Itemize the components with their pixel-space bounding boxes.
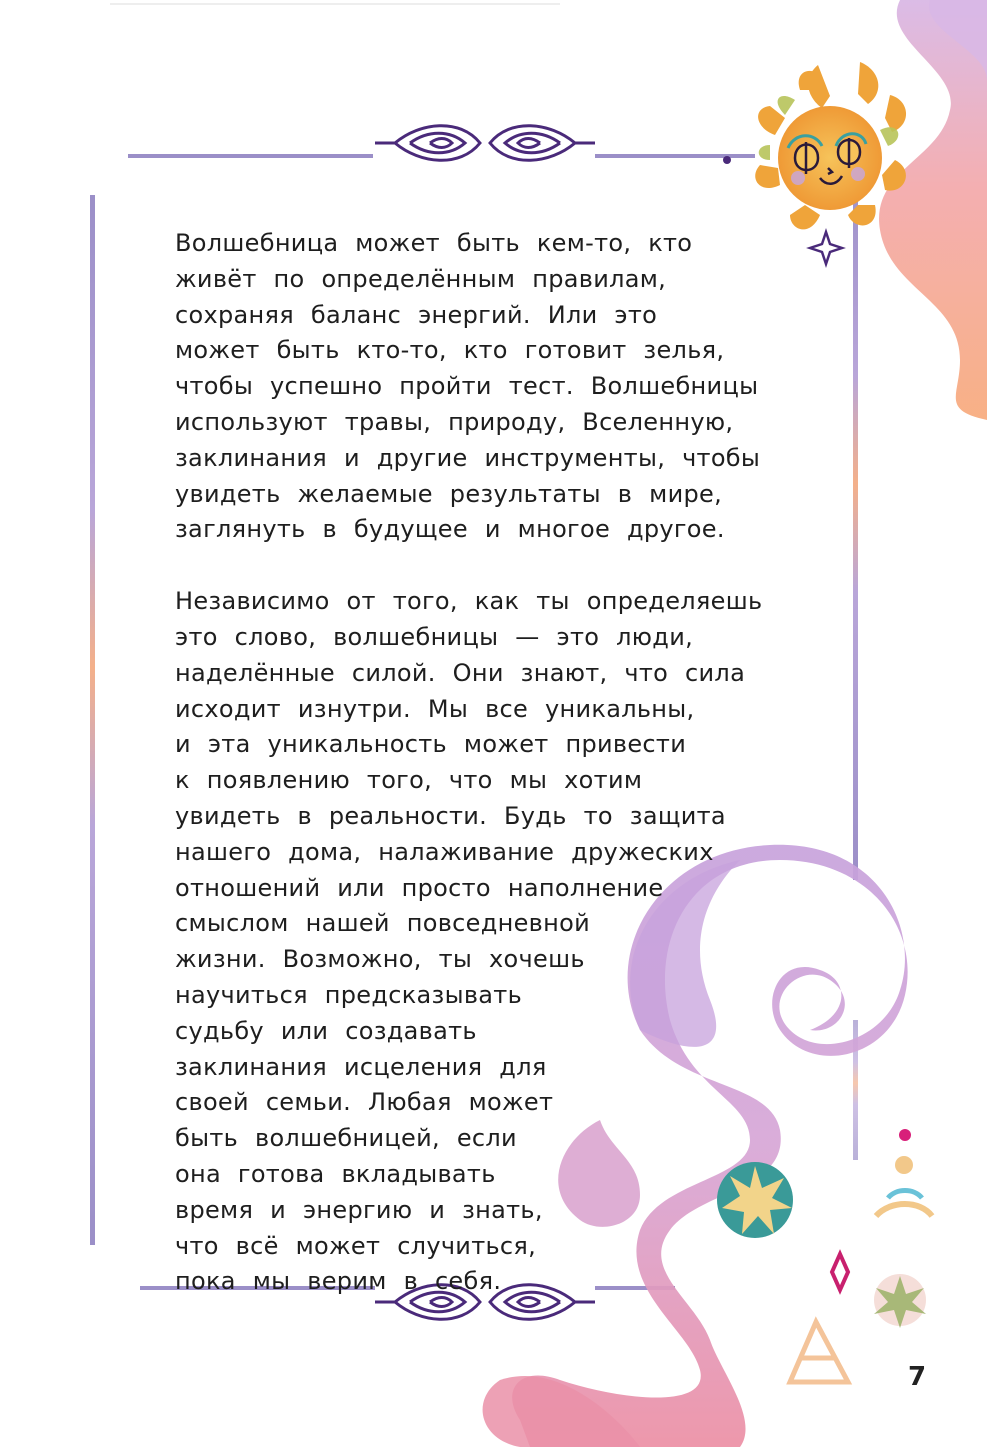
text-line: научиться предсказывать — [175, 980, 523, 1009]
text-line: смыслом нашей повседневной — [175, 909, 591, 938]
text-line: заглянуть в будущее и многое другое. — [175, 515, 725, 544]
text-line: к появлению того, что мы хотим — [175, 766, 643, 795]
text-line: увидеть желаемые результаты в мире, — [175, 479, 723, 508]
text-line: пока мы верим в себя. — [175, 1267, 502, 1296]
text-line: нашего дома, налаживание дружеских — [175, 837, 714, 866]
text-line: судьбу или создавать — [175, 1016, 477, 1045]
green-star-icon — [874, 1274, 926, 1328]
text-line: увидеть в реальности. Будь то защита — [175, 801, 726, 830]
top-rule-left — [128, 154, 373, 158]
text-line: чтобы успешно пройти тест. Волшебницы — [175, 372, 759, 401]
page-number: 7 — [908, 1362, 927, 1392]
text-line: исходит изнутри. Мы все уникальны, — [175, 694, 695, 723]
text-line: время и энергию и знать, — [175, 1195, 543, 1224]
text-line: и эта уникальность может привести — [175, 730, 687, 759]
frame-right-line — [853, 160, 858, 880]
text-line: это слово, волшебницы — это люди, — [175, 622, 694, 651]
dots-moon-symbol-icon — [876, 1129, 932, 1216]
text-line: может быть кто-то, кто готовит зелья, — [175, 336, 725, 365]
top-right-swirl — [879, 0, 987, 420]
triangle-symbol-icon — [790, 1322, 848, 1382]
text-line: жизни. Возможно, ты хочешь — [175, 945, 585, 974]
diamond-sparkle-icon — [832, 1254, 848, 1290]
text-line: Независимо от того, как ты определяешь — [175, 587, 763, 616]
main-text — [175, 226, 785, 1300]
sparkle-icon — [810, 232, 842, 264]
text-line: используют травы, природу, Вселенную, — [175, 407, 734, 436]
text-line: отношений или просто наполнение — [175, 873, 664, 902]
text-line: Волшебница может быть кем-то, кто — [175, 229, 693, 257]
top-rule-right — [595, 154, 755, 158]
paragraph-1 — [175, 226, 785, 548]
text-line: сохраняя баланс энергий. Или это — [175, 300, 658, 329]
text-line: своей семьи. Любая может — [175, 1088, 554, 1117]
text-line: наделённые силой. Они знают, что сила — [175, 658, 746, 687]
text-line: она готова вкладывать — [175, 1159, 496, 1188]
text-line: что всё может случиться, — [175, 1231, 537, 1260]
text-line: живёт по определённым правилам, — [175, 264, 667, 293]
frame-left-line — [90, 195, 95, 1245]
text-line: быть волшебницей, если — [175, 1124, 517, 1153]
text-line: заклинания и другие инструменты, чтобы — [175, 443, 761, 472]
eye-ornament-icon-top — [375, 126, 595, 161]
paragraph-2 — [175, 584, 785, 1300]
text-line: заклинания исцеления для — [175, 1052, 547, 1081]
